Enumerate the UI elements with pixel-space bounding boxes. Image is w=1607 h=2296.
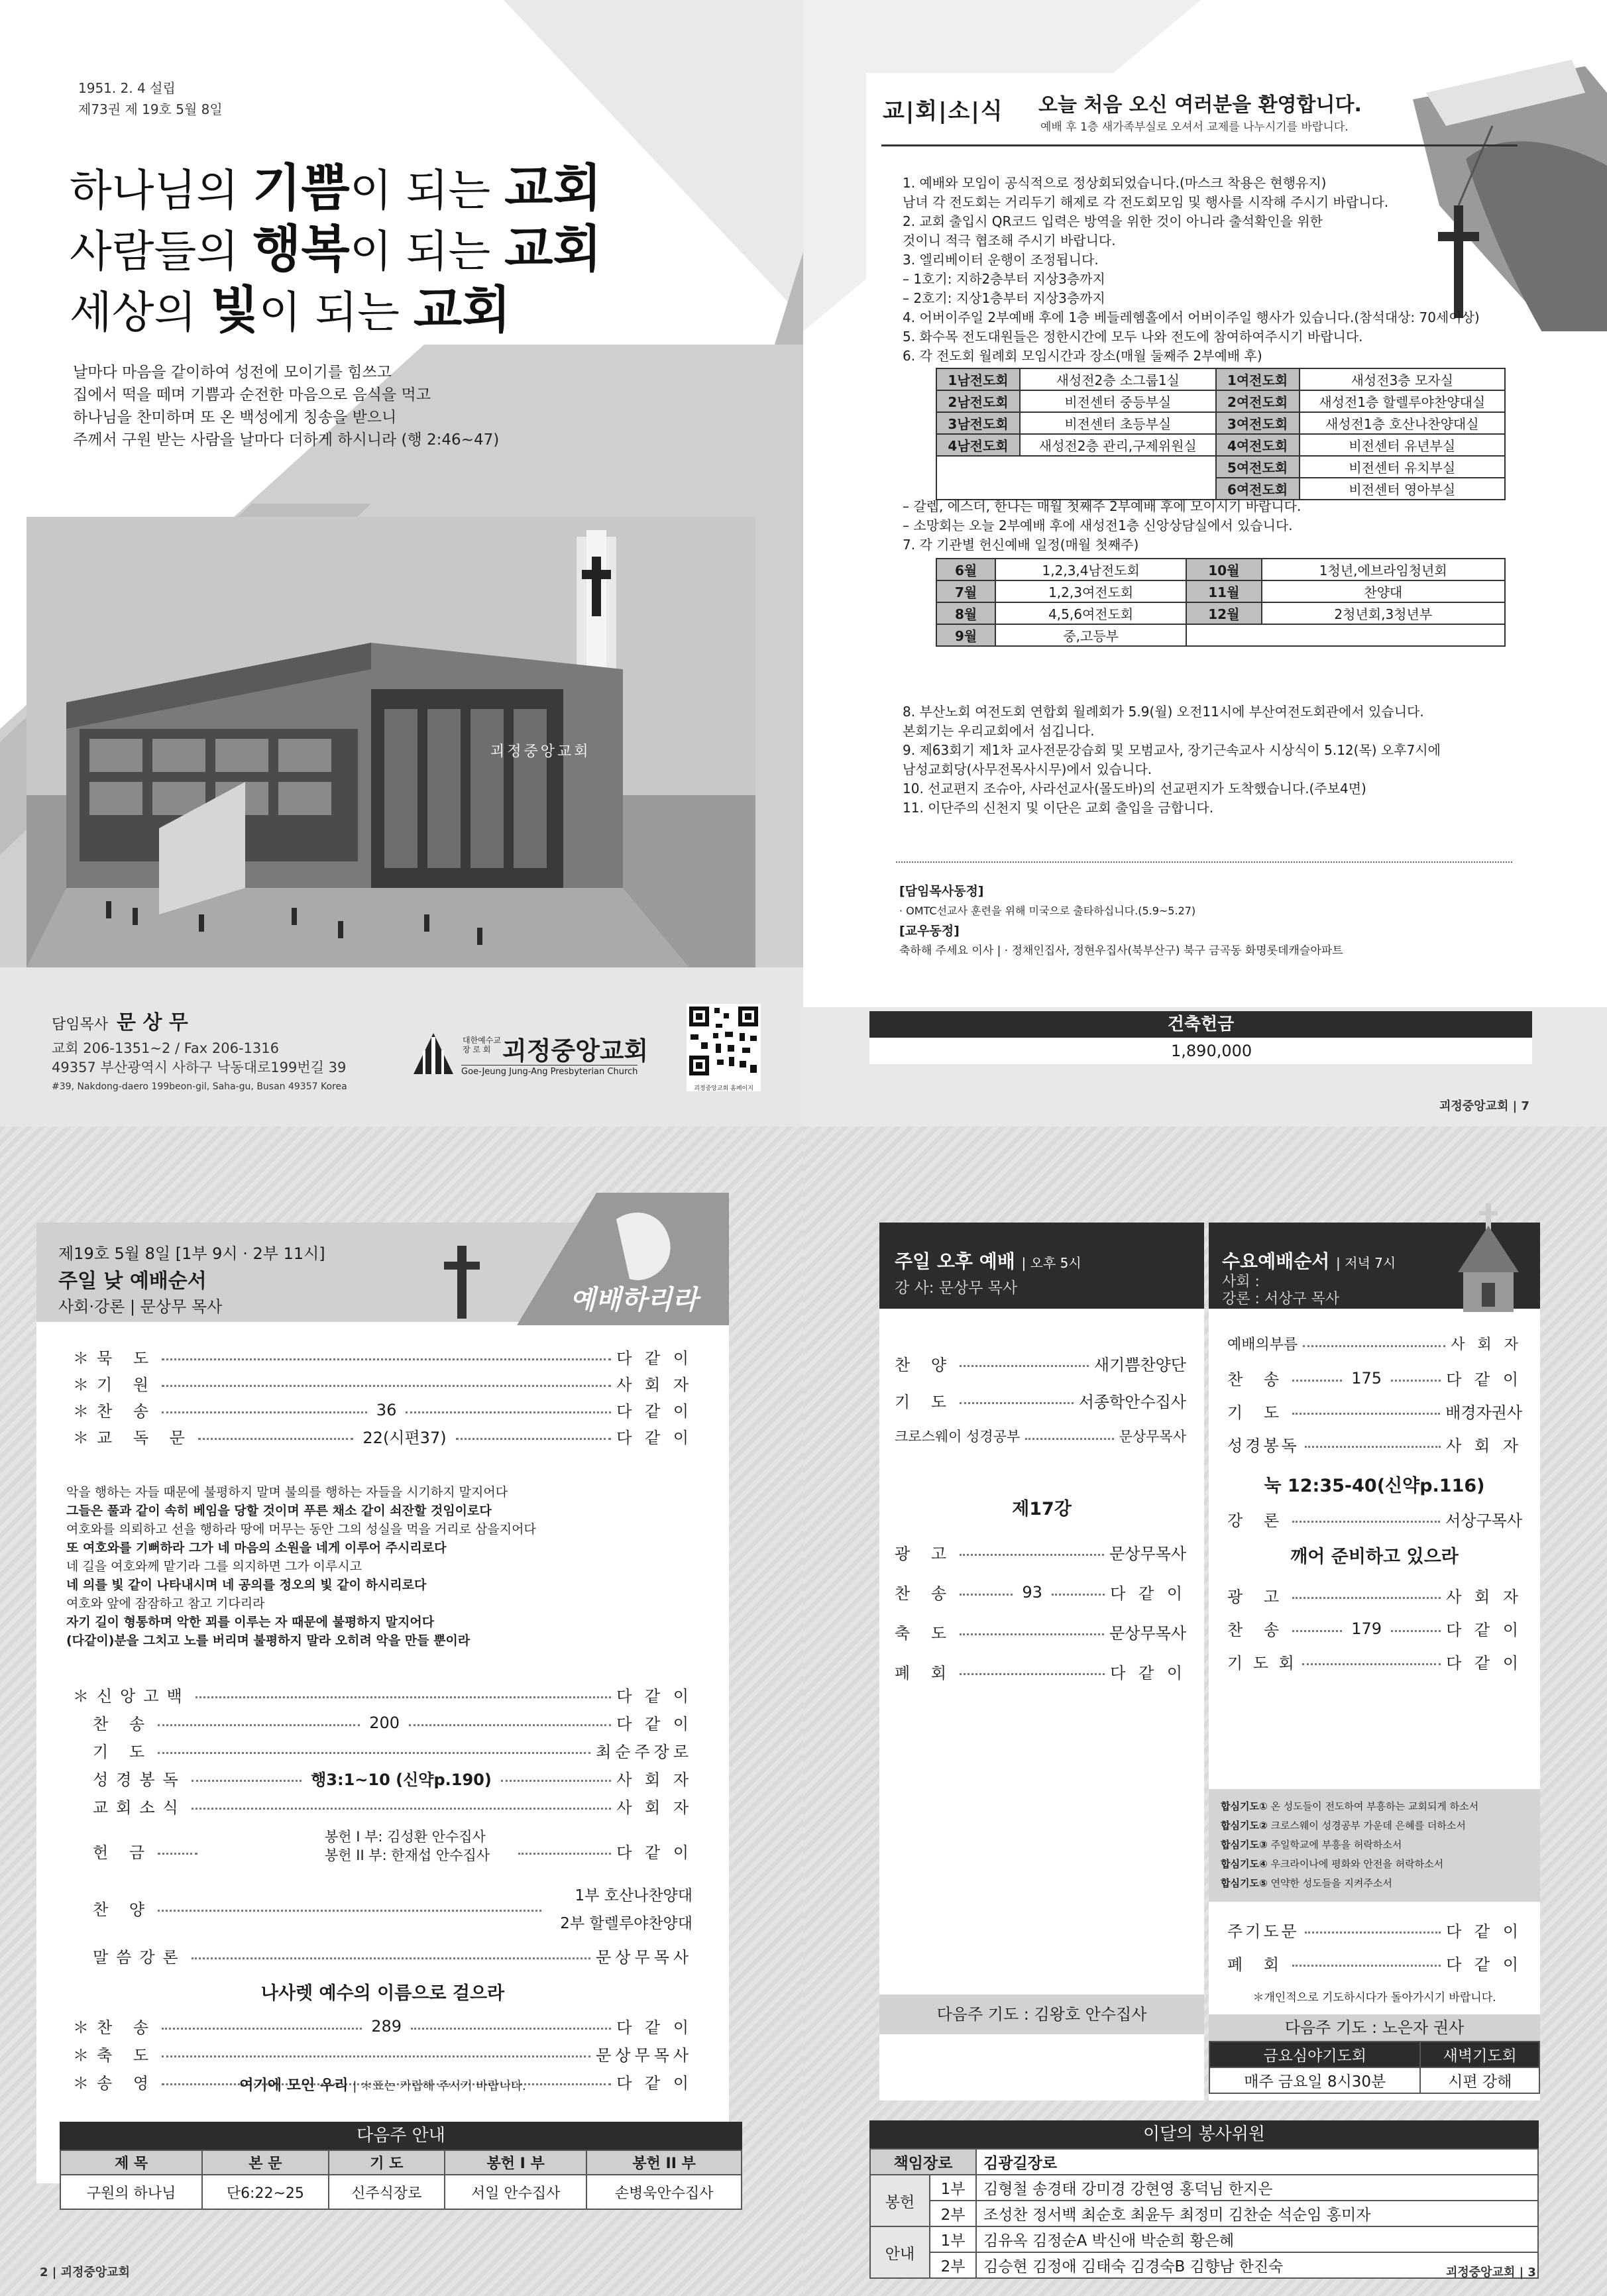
table-row: 2남전도회 비전센터 중등부실 2여전도회 새성전1층 할렐루야찬양대실 xyxy=(936,390,1505,412)
address-kr: 49357 부산광역시 사하구 낙동대로199번길 39 xyxy=(52,1060,347,1075)
dedication-worship-table xyxy=(936,558,1506,647)
fellowship-meeting-table xyxy=(936,368,1506,500)
founded-date: 1951. 2. 4 설립 xyxy=(78,80,176,96)
lesson-number: 제17강 xyxy=(1012,1499,1072,1519)
table-row: 구원의 하나님 단6:22~25 신주식장로 서일 안수집사 손병욱안수집사 xyxy=(60,2175,742,2209)
dotted-leader xyxy=(411,2028,611,2030)
building-sign: 괴정중앙교회 xyxy=(490,743,591,760)
dotted-leader xyxy=(960,1673,1105,1675)
church-logo: 대한예수교 장 로 회 괴정중앙교회 Goe-Jeung Jung-Ang Presbyterian Church xyxy=(410,1030,668,1083)
table-row: 2부 김승현 김정애 김태숙 김경숙B 김향남 한진숙 xyxy=(870,2252,1538,2278)
cover-title xyxy=(70,159,602,342)
news-items-6b-7: – 갈렙, 에스더, 한나는 매월 첫째주 2부예배 후에 모이시기 바랍니다. – 소망회는 오늘 2부예배 후에 새성전1층 신앙상담실에서 있습니다. 7. 각 기관별 헌신예배 일정(매월 첫째주) xyxy=(903,498,1302,553)
dotted-leader xyxy=(1302,1663,1441,1665)
sunday-worship-page xyxy=(0,1126,803,2296)
table-row: 5여전도회 비전센터 유치부실 xyxy=(936,456,1505,478)
afternoon-next-prayer: 다음주 기도 : 김왕호 안수집사 xyxy=(879,1995,1204,2034)
dotted-leader xyxy=(1292,1965,1441,1967)
standing-note: 여기에 모인 우리 | ＊표는 기립해 주시기 바랍니다. xyxy=(239,2077,526,2094)
wednesday-scripture: 눅 12:35-40(신약p.116) xyxy=(1264,1476,1485,1496)
dotted-leader xyxy=(960,1402,1074,1404)
table-row: 봉헌 1부 김형철 송경태 강미경 강현영 홍덕님 한지은 xyxy=(870,2175,1538,2201)
dotted-leader xyxy=(960,1594,1013,1596)
table-row: 4남전도회 새성전2층 관리,구제위원실 4여전도회 비전센터 유년부실 xyxy=(936,434,1505,456)
unison-prayer-list xyxy=(1209,1789,1540,1902)
order-main: ＊신앙고백 다 같 이 찬 송 200 다 같 이 기 도 최순주장로 성경봉독 행3:1~10 (신약p.190) 사 회 자 교회소식 사 회 자 xyxy=(73,1687,693,1817)
table-row: 매주 금요일 8시30분 시편 강해 xyxy=(1209,2067,1539,2093)
dotted-leader xyxy=(158,1724,360,1726)
dotted-leader xyxy=(162,2028,362,2030)
table-row: 3남전도회 비전센터 초등부실 3여전도회 새성전1층 호산나찬양대실 xyxy=(936,412,1505,434)
list-item: 합심기도② 크로스웨이 성경공부 가운데 은혜를 더하소서 xyxy=(1221,1820,1466,1831)
next-week-table xyxy=(60,2150,742,2210)
table-row: 6월 1,2,3,4남전도회 10월 1청년,에브라임청년회 xyxy=(936,559,1505,580)
table-row: 7월 1,2,3여전도회 11월 찬양대 xyxy=(936,580,1505,602)
dotted-leader xyxy=(960,1554,1104,1556)
monthly-servers-header: 이달의 봉사위원 xyxy=(869,2120,1539,2148)
dotted-leader xyxy=(1391,1380,1441,1382)
table-row: 9월 중,고등부 xyxy=(936,624,1505,646)
dotted-leader xyxy=(162,1411,367,1413)
dotted-leader xyxy=(198,1438,354,1440)
worship-leader: 사회·강론 | 문상무 목사 xyxy=(58,1297,223,1316)
dotted-leader xyxy=(192,1808,611,1810)
monthly-servers-table xyxy=(869,2148,1539,2279)
logo-church-name: 괴정중앙교회 xyxy=(502,1036,649,1066)
dotted-leader xyxy=(162,1358,611,1360)
dotted-leader xyxy=(158,1853,197,1855)
wednesday-order-c: 주기도문 다 같 이 폐 회 다 같 이 xyxy=(1227,1922,1522,1974)
qr-code-icon xyxy=(687,1004,761,1078)
church-logo-icon xyxy=(410,1030,457,1078)
contact-info xyxy=(52,1039,347,1097)
wednesday-order-a: 예배의부름 사 회 자 찬 송 175 다 같 이 기 도 배경자권사 성경봉독 사 회 자 xyxy=(1227,1337,1522,1455)
page-footer: 괴정중앙교회 | 7 xyxy=(1439,1099,1529,1113)
worship-banner-text: 예배하리라 xyxy=(570,1285,698,1315)
table-row: 책임장로 김광길장로 xyxy=(870,2149,1538,2175)
order-sermon: 말씀강론 문상무목사 xyxy=(93,1948,693,1967)
dotted-leader xyxy=(501,1780,611,1782)
prayer-meeting-table xyxy=(1209,2041,1540,2094)
dotted-leader xyxy=(456,1438,612,1440)
title-line-2: 사람들의 행복이 되는 교회 xyxy=(70,219,602,278)
title-line-3: 세상의 빛이 되는 교회 xyxy=(70,280,511,339)
list-item: 합심기도⑤ 연약한 성도들을 지켜주소서 xyxy=(1221,1877,1392,1889)
news-items-1-6: 1. 예배와 모임이 공식적으로 정상회되었습니다.(마스크 착용은 현행유지) 남녀 각 전도회는 거리두기 해제로 각 전도회모임 및 행사를 시작해 주시기 바랍니다. 2. 교회 출입시 QR코드 입력은 방역을 위한 것이 아니라 출석확인을 위한 것이니 적극 협조해 주시기 바랍니다. 3. 엘리베이터 운행이 조정됩니다. – 1호기: 지하2층부터 지상3층까지 – 2호기: 지상1층부터 지상3층까지 4. 어버이주일 2부예배 후에 1층 베들레헴홀에서 어버이주일 행사가 있습니다.(참석대상: 70세이상) 5. 화수목 전도대원들은 정한시간에 모두 나와 전도에 참여하여주시기 바랍니다. 6. 각 전도회 월례회 모임시간과 장소(매월 둘째주 2부예배 후) xyxy=(903,175,1480,364)
table-row: 8월 4,5,6여전도회 12월 2청년회,3청년부 xyxy=(936,602,1505,624)
afternoon-speaker: 강 사: 문상무 목사 xyxy=(895,1280,1018,1297)
dotted-leader xyxy=(1305,1446,1441,1448)
wednesday-sermon: 강 론 서상구목사 xyxy=(1227,1511,1522,1530)
order-opening: ＊묵 도 다 같 이 ＊기 원 사 회 자 ＊찬 송 36 다 같 이 ＊교 독 문 22(시편37) 다 같 이 xyxy=(73,1349,693,1447)
dotted-leader xyxy=(409,1724,611,1726)
dotted-leader xyxy=(1052,1594,1105,1596)
dotted-leader xyxy=(1391,1630,1441,1632)
church-steeple-illustration xyxy=(1446,1199,1542,1312)
address-en: #39, Nakdong-daero 199beon-gil, Saha-gu, Busan 49357 Korea xyxy=(52,1081,347,1092)
cover-verse: 날마다 마음을 같이하여 성전에 모이기를 힘쓰고 집에서 떡을 떼며 기쁨과 순전한 마음으로 음식을 먹고 하나님을 찬미하며 또 온 백성에게 칭송을 받으니 주께서 구원 받는 사람을 날마다 더하게 하시니라 (행 2:46~47) xyxy=(73,364,500,449)
member-news: [담임목사동정] · OMTC선교사 훈련을 위해 미국으로 출타하십니다.(5.9~5.27) [교우동정] 축하해 주세요 이사 | · 정채인집사, 정현우집사(북부산구) 북구 금곡동 화명롯데캐슬아파트 xyxy=(899,884,1343,957)
table-row: 1남전도회 새성전2층 소그룹1실 1여전도회 새성전3층 모자실 xyxy=(936,368,1505,390)
dotted-leader xyxy=(162,1385,611,1387)
table-row: 6여전도회 비전센터 영아부실 xyxy=(936,478,1505,500)
news-heading: 교|회|소|식 xyxy=(883,98,1004,125)
dotted-leader xyxy=(192,1957,590,1959)
dotted-leader xyxy=(1292,1597,1441,1599)
pastor-line: 담임목사 문 상 무 xyxy=(52,1011,188,1034)
dotted-leader xyxy=(162,2055,590,2057)
order-choir: 찬 양 1부 호산나찬양대 2부 할렐루야찬양대 xyxy=(93,1887,693,1932)
phone-fax: 교회 206-1351~2 / Fax 206-1316 xyxy=(52,1040,279,1056)
cover-page xyxy=(0,0,803,1126)
worship-title: 주일 낮 예배순서 xyxy=(58,1270,207,1293)
wednesday-sermon-title: 깨어 준비하고 있으라 xyxy=(1290,1547,1459,1567)
title-line-1: 하나님의 기쁨이 되는 교회 xyxy=(70,158,602,217)
welcome-heading: 오늘 처음 오신 여러분을 환영합니다. xyxy=(1038,93,1362,117)
news-divider xyxy=(881,144,1518,146)
wednesday-order-b: 광 고 사 회 자 찬 송 179 다 같 이 기 도 회 다 같 이 xyxy=(1227,1588,1522,1672)
issue-number: 제73권 제 19호 5월 8일 xyxy=(78,101,223,117)
dotted-leader xyxy=(1025,1438,1113,1440)
afternoon-title: 주일 오후 예배 | 오후 5시 xyxy=(895,1250,1081,1272)
dotted-leader xyxy=(1292,1380,1342,1382)
church-building-illustration xyxy=(27,517,755,967)
table-row: 2부 조성찬 정서백 최순호 최윤두 최정미 김찬순 석순임 홍미자 xyxy=(870,2201,1538,2226)
wednesday-title: 수요예배순서 | 저녁 7시 xyxy=(1222,1250,1396,1272)
table-row: 안내 1부 김유옥 김정순A 박신애 박순희 황은혜 xyxy=(870,2226,1538,2252)
dotted-leader xyxy=(1303,1345,1445,1347)
next-week-header: 다음주 안내 xyxy=(60,2122,742,2150)
dotted-leader xyxy=(960,1633,1104,1635)
worship-date: 제19호 5월 8일 [1부 9시 · 2부 11시] xyxy=(58,1244,325,1263)
news-items-8-11: 8. 부산노회 여전도회 연합회 월례회가 5.9(월) 오전11시에 부산여전도회관에서 있습니다. 본회기는 우리교회에서 섬깁니다. 9. 제63회기 제1차 교사전문강습회 및 모범교사, 장기근속교사 시상식이 5.12(목) 오후7시에 남성교회당(사무전목사시무)에서 있습니다. 10. 선교편지 조슈아, 사라선교사(몰도바)의 선교편지가 도착했습니다.(주보4면) 11. 이단주의 신천지 및 이단은 교회 출입을 금합니다. xyxy=(903,704,1441,816)
dotted-leader xyxy=(518,1853,611,1855)
afternoon-order-b: 광 고 문상무목사 찬 송 93 다 같 이 축 도 문상무목사 폐 회 다 같 이 xyxy=(895,1545,1187,1682)
list-item: 합심기도③ 주일학교에 부흥을 허락하소서 xyxy=(1221,1839,1402,1851)
dotted-leader xyxy=(158,1910,541,1912)
dotted-leader xyxy=(960,1365,1089,1367)
dotted-leader xyxy=(1292,1521,1440,1523)
afternoon-order-a: 찬 양 새기쁨찬양단 기 도 서종학안수집사 크로스웨이 성경공부 문상무목사 xyxy=(895,1356,1186,1445)
list-item: 합심기도④ 우크라이나에 평화와 안전을 허락하소서 xyxy=(1221,1858,1444,1870)
evening-worship-page xyxy=(803,1126,1607,2296)
dotted-leader xyxy=(195,1696,611,1698)
table-row: 금요심야기도회 새벽기도회 xyxy=(1209,2042,1539,2067)
building-fund-header: 건축헌금 xyxy=(869,1011,1532,1038)
order-closing: ＊찬 송 289 다 같 이 ＊축 도 문상무목사 ＊송 영 다 같 이 xyxy=(73,2016,693,2093)
page-footer: 괴정중앙교회 | 3 xyxy=(1446,2266,1536,2279)
dotted-leader xyxy=(158,1752,590,1754)
table-row: 제 목 본 문 기 도 봉헌 I 부 봉헌 II 부 xyxy=(60,2150,742,2175)
wednesday-next-prayer: 다음주 기도 : 노은자 권사 xyxy=(1209,2014,1540,2041)
page-footer: 2 | 괴정중앙교회 xyxy=(40,2266,130,2279)
building-fund-amount: 1,890,000 xyxy=(869,1038,1532,1064)
dotted-divider xyxy=(896,861,1512,863)
wednesday-note: ＊개인적으로 기도하시다가 돌아가시기 바랍니다. xyxy=(1252,1991,1496,2004)
homepage-qr-code[interactable]: 괴정중앙교회 홈페이지 xyxy=(687,1004,761,1091)
issue-info xyxy=(78,78,223,120)
dotted-leader xyxy=(1292,1630,1342,1632)
wednesday-leaders: 사회 : 강론 : 서상구 목사 xyxy=(1222,1274,1340,1307)
list-item: 합심기도① 온 성도들이 전도하여 부흥하는 교회되게 하소서 xyxy=(1221,1800,1479,1812)
pastor-name: 문 상 무 xyxy=(117,1011,188,1034)
dotted-leader xyxy=(192,1780,302,1782)
sermon-title: 나사렛 예수의 이름으로 걸으라 xyxy=(260,1983,505,2004)
church-news-page xyxy=(803,0,1607,1126)
dotted-leader xyxy=(1292,1413,1440,1415)
dotted-leader xyxy=(406,1411,611,1413)
welcome-subtext: 예배 후 1층 새가족부실로 오셔서 교제를 나누시기를 바랍니다. xyxy=(1040,121,1349,134)
dotted-leader xyxy=(1305,1932,1441,1934)
order-offering: 헌 금 다 같 이 봉헌 I 부: 김성환 안수집사 봉헌 II 부: 한재섭 안수집사 xyxy=(93,1829,693,1863)
responsive-reading: 악을 행하는 자들 때문에 불평하지 말며 불의를 행하는 자들을 시기하지 말지어다 그들은 풀과 같이 속히 베임을 당할 것이며 푸른 채소 같이 쇠잔할 것임이로다 여호와를 의뢰하고 선을 행하라 땅에 머무는 동안 그의 성실을 먹을 거리로 삼을지어다 또 여호와를 기뻐하라 그가 네 마음의 소원을 네게 이루어 주시리로다 네 길을 여호와께 맡기라 그를 의지하면 그가 이루시고 네 의를 빛 같이 나타내시며 네 공의를 정오의 빛 같이 하시리로다 여호와 앞에 잠잠하고 참고 기다리라 자기 길이 형통하며 악한 꾀를 이루는 자 때문에 불평하지 말지어다 (다같이)분을 그치고 노를 버리며 불평하지 말라 오히려 악을 만들 뿐이라 xyxy=(66,1485,536,1648)
